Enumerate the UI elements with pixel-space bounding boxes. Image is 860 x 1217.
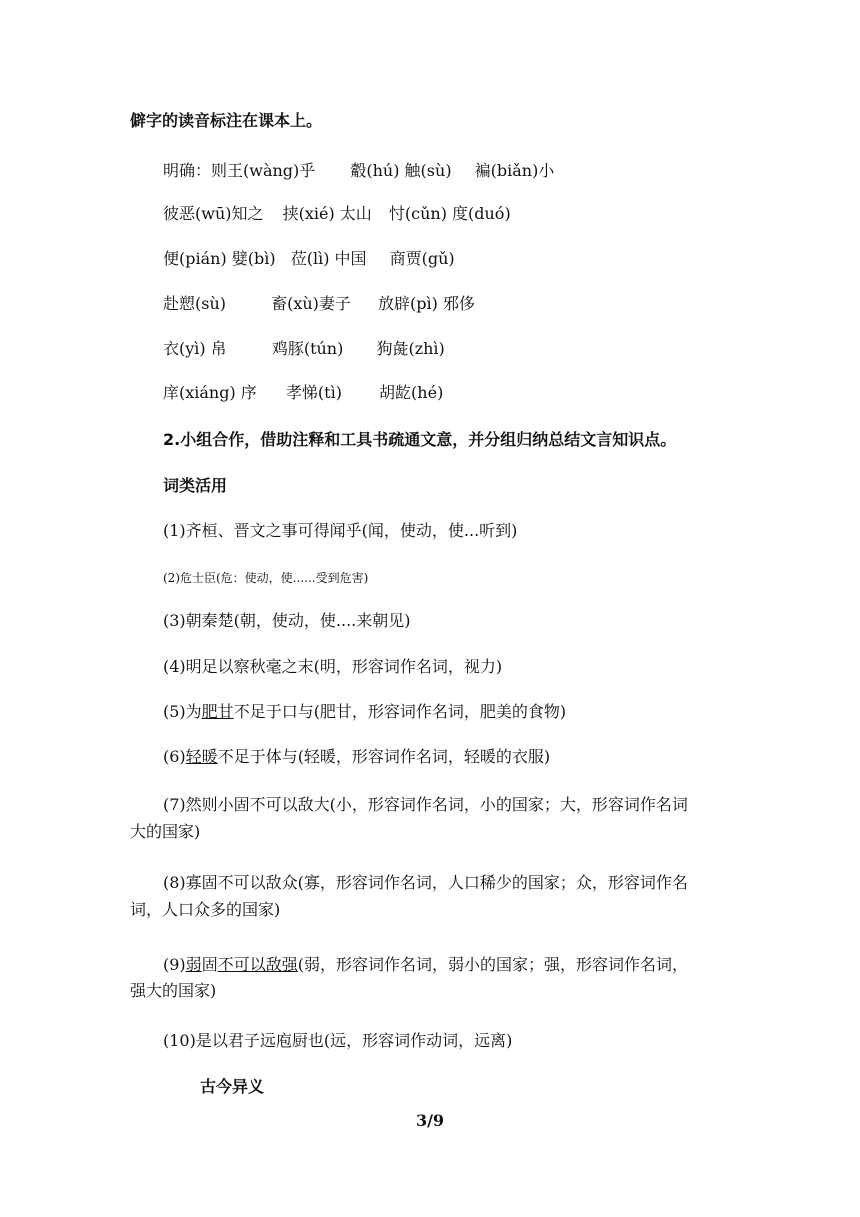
list-item [163,954,688,976]
list-item: (8)寡固不可以敌众(寡，形容词作名词，人口稀少的国家；众，形容词作名 [163,873,688,892]
list-item-continuation: 词，人口众多的国家) [130,900,281,919]
pinyin-entry: 胡龁(hé) [379,383,444,402]
list-item-continuation: 强大的国家) [130,981,217,1000]
intro-text: 僻字的读音标注在课本上。 [130,111,323,130]
item-text: 不足于口与(肥甘，形容词作名词，肥美的食物) [233,702,567,721]
item-text: (6) [163,747,186,766]
list-item: (7)然则小固不可以敌大(小，形容词作名词，小的国家；大，形容词作名词 [163,795,688,814]
list-item [163,701,566,723]
pinyin-entry: 放辟(pì) 邪侈 [378,294,475,313]
pinyin-entry: 鸡豚(tún) [271,339,344,358]
pinyin-row [163,338,445,360]
pinyin-entry: 庠(xiáng) 序 [163,383,257,402]
pinyin-entry: 褊(biǎn)小 [474,161,555,180]
section-heading: 词类活用 [163,476,228,495]
list-item-continuation: 大的国家) [130,822,201,841]
list-item: (1)齐桓、晋文之事可得闻乎(闻，使动，使...听到) [163,521,518,540]
pinyin-entry: 赴愬(sù) [163,294,227,313]
list-item: (3)朝秦楚(朝，使动，使....来朝见) [163,611,411,630]
item-text: (9) [163,955,186,974]
pinyin-entry: 衣(yì) 帛 [163,339,227,358]
item-text: (5)为 [163,702,202,721]
pinyin-entry: 彼恶(wū)知之 [163,204,264,223]
pinyin-entry: 莅(lì) 中国 [290,249,367,268]
pinyin-row [163,248,455,270]
list-item: (10)是以君子远庖厨也(远，形容词作动词，远离) [163,1031,513,1050]
item-text: (弱，形容词作名词，弱小的国家；强，形容词作名词， [297,955,688,974]
underlined-text: 肥甘 [201,702,234,721]
pinyin-entry: 商贾(gǔ) [389,249,455,268]
pinyin-row [163,293,475,315]
pinyin-entry: 畜(xù)妻子 [271,294,351,313]
underlined-text: 轻暖 [185,747,218,766]
task-heading: 2.小组合作，借助注释和工具书疏通文意，并分组归纳总结文言知识点。 [163,430,677,449]
underlined-text: 弱 [185,955,202,974]
pinyin-entry: 觳(hú) 触(sù) [350,161,452,180]
list-item: (4)明足以察秋毫之末(明，形容词作名词，视力) [163,657,503,676]
pinyin-row [163,382,443,404]
page-number: 3/9 [415,1111,445,1130]
pinyin-entry: 便(pián) 嬖(bì) [163,249,276,268]
item-text: 不足于体与(轻暖，形容词作名词，轻暖的衣服) [217,747,551,766]
pinyin-entry: 明确：则王(wàng)乎 [163,161,316,180]
pinyin-entry: 狗彘(zhì) [376,339,445,358]
item-text: 固 [201,955,218,974]
list-item [163,746,550,768]
pinyin-entry: 孝悌(tì) [285,383,342,402]
pinyin-entry: 忖(cǔn) 度(duó) [388,204,511,223]
pinyin-row [163,160,554,182]
underlined-text: 不可以敌强 [217,955,298,974]
list-item: (2)危士臣(危：使动，使......受到危害) [163,571,369,585]
section-heading: 古今异义 [200,1077,265,1096]
pinyin-entry: 挟(xié) 太山 [282,204,372,223]
pinyin-row [163,203,511,225]
